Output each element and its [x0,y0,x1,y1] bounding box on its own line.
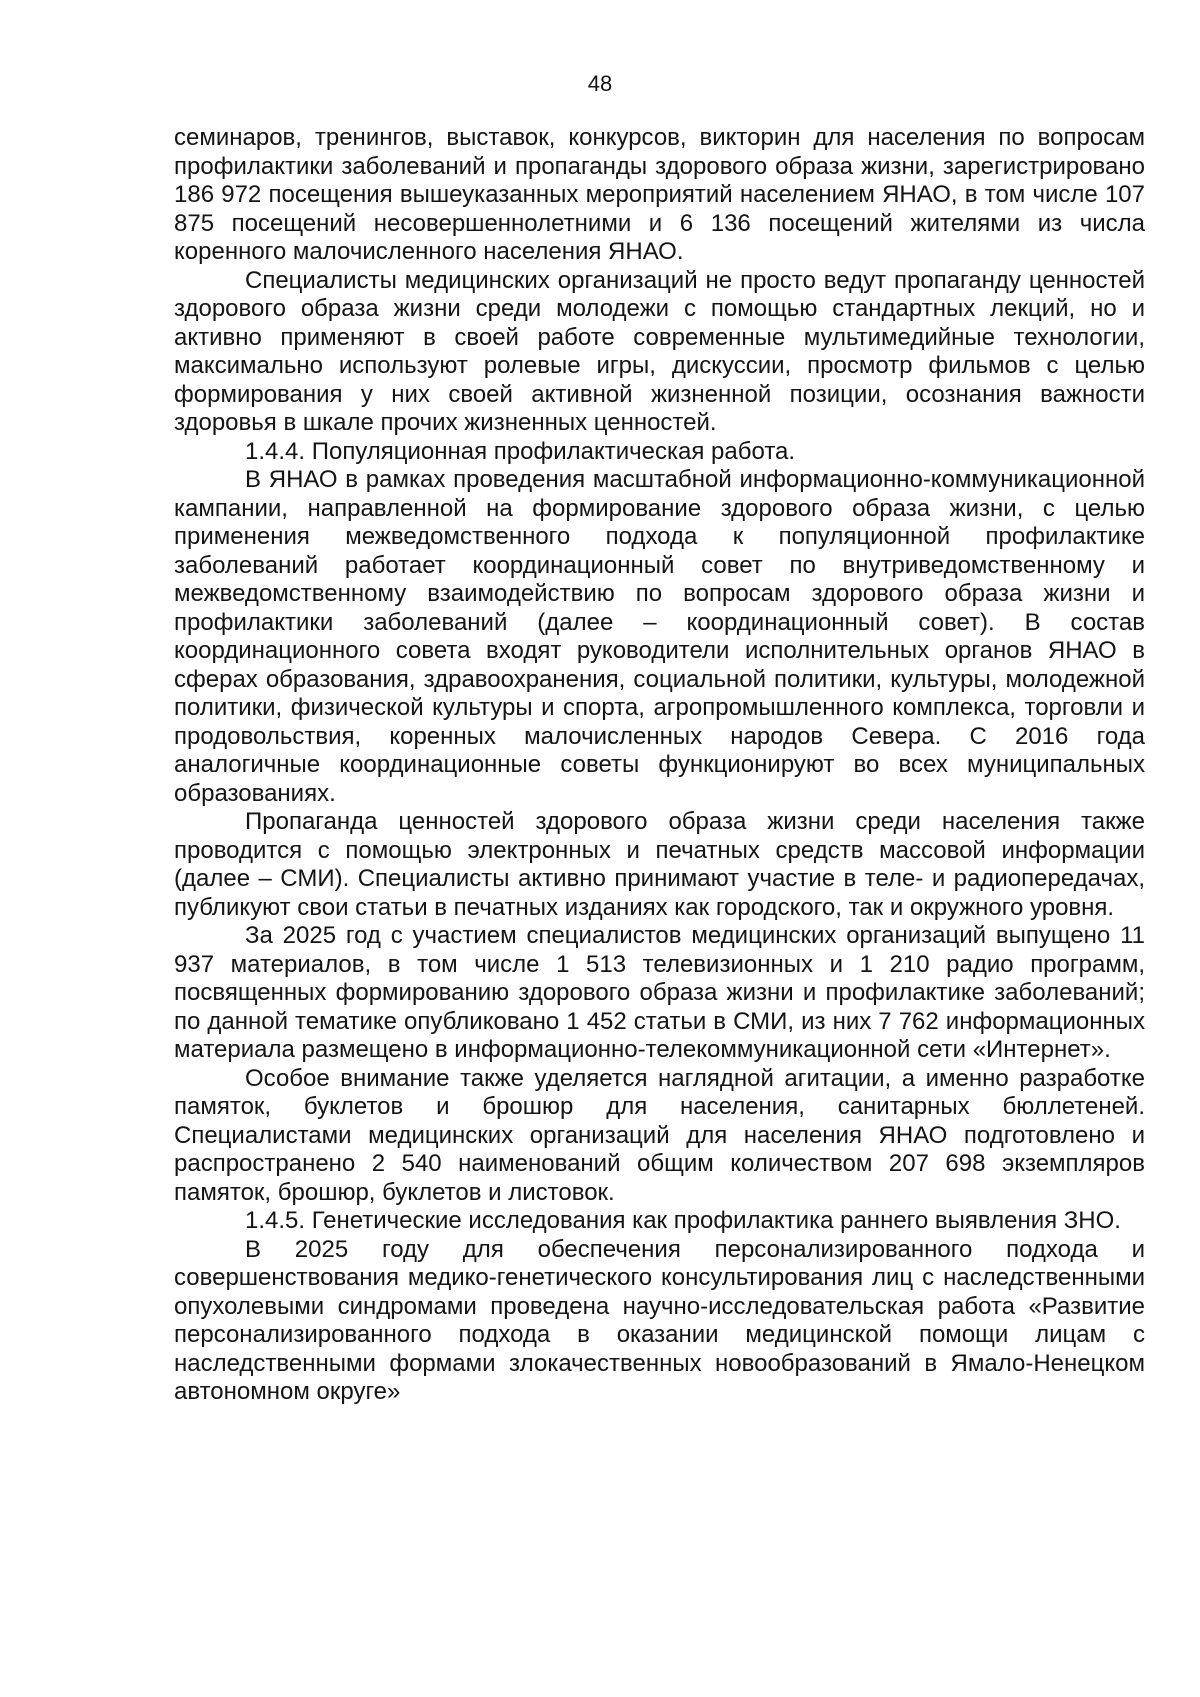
paragraph-genetic-research: В 2025 году для обеспечения персонализированного подхода и совершенствования медико-генетического консультирования лиц с наследственными опухолевыми синдромами проведена научно-исследовательская работа «Развитие персонализированного подхода в оказании медицинской помощи лицам с наследственными формами злокачественных новообразований в Ямало-Ненецком автономном округе» [174,1235,1145,1405]
paragraph-2025-materials: За 2025 год с участием специалистов медицинских организаций выпущено 11 937 материалов, в том числе 1 513 телевизионных и 1 210 радио программ, посвященных формированию здорового образа жизни и профилактике заболеваний; по данной тематике опубликовано 1 452 статьи в СМИ, из них 7 762 информационных материала размещено в информационно-телекоммуникационной сети «Интернет». [174,922,1145,1063]
section-heading-1-4-4: 1.4.4. Популяционная профилактическая работа. [245,437,796,465]
body-text [174,124,1145,1407]
page-number: 48 [587,71,613,96]
section-heading-1-4-5: 1.4.5. Генетические исследования как профилактика раннего выявления ЗНО. [245,1207,1121,1234]
paragraph-seminars-continuation: семинаров, тренингов, выставок, конкурсов, викторин для населения по вопросам профилактики заболеваний и пропаганды здорового образа жизни, зарегистрировано 186 972 посещения вышеуказанных мероприятий населением ЯНАО, в том числе 107 875 посещений несовершеннолетними и 6 136 посещений жителями из числа коренного малочисленного населения ЯНАО. [174,124,1145,265]
paragraph-visual-agitation: Особое внимание также уделяется наглядной агитации, а именно разработке памяток, буклетов и брошюр для населения, санитарных бюллетеней. Специалистами медицинских организаций для населения ЯНАО подготовлено и распространено 2 540 наименований общим количеством 207 698 экземпляров памяток, брошюр, буклетов и листовок. [174,1064,1145,1206]
paragraph-specialists-propaganda: Специалисты медицинских организаций не просто ведут пропаганду ценностей здорового образа жизни среди молодежи с помощью стандартных лекций, но и активно применяют в своей работе современные мультимедийные технологии, максимально используют ролевые игры, дискуссии, просмотр фильмов с целью формирования у них своей активной жизненной позиции, осознания важности здоровья в шкале прочих жизненных ценностей. [174,266,1145,436]
paragraph-mass-media: Пропаганда ценностей здорового образа жизни среди населения также проводится с помощью электронных и печатных средств массовой информации (далее – СМИ). Специалисты активно принимают участие в теле- и радиопередачах, публикуют свои статьи в печатных изданиях как городского, так и окружного уровня. [174,808,1145,921]
paragraph-coordination-council: В ЯНАО в рамках проведения масштабной информационно-коммуникационной кампании, направленной на формирование здорового образа жизни, с целью применения межведомственного подхода к популяционной профилактике заболеваний работает координационный совет по внутриведомственному и межведомственному взаимодействию по вопросам здорового образа жизни и профилактики заболеваний (далее – координационный совет). В состав координационного совета входят руководители исполнительных органов ЯНАО в сферах образования, здравоохранения, социальной политики, культуры, молодежной политики, физической культуры и спорта, агропромышленного комплекса, торговли и продовольствия, коренных малочисленных народов Севера. С 2016 года аналогичные координационные советы функционируют во всех муниципальных образованиях. [174,466,1145,807]
